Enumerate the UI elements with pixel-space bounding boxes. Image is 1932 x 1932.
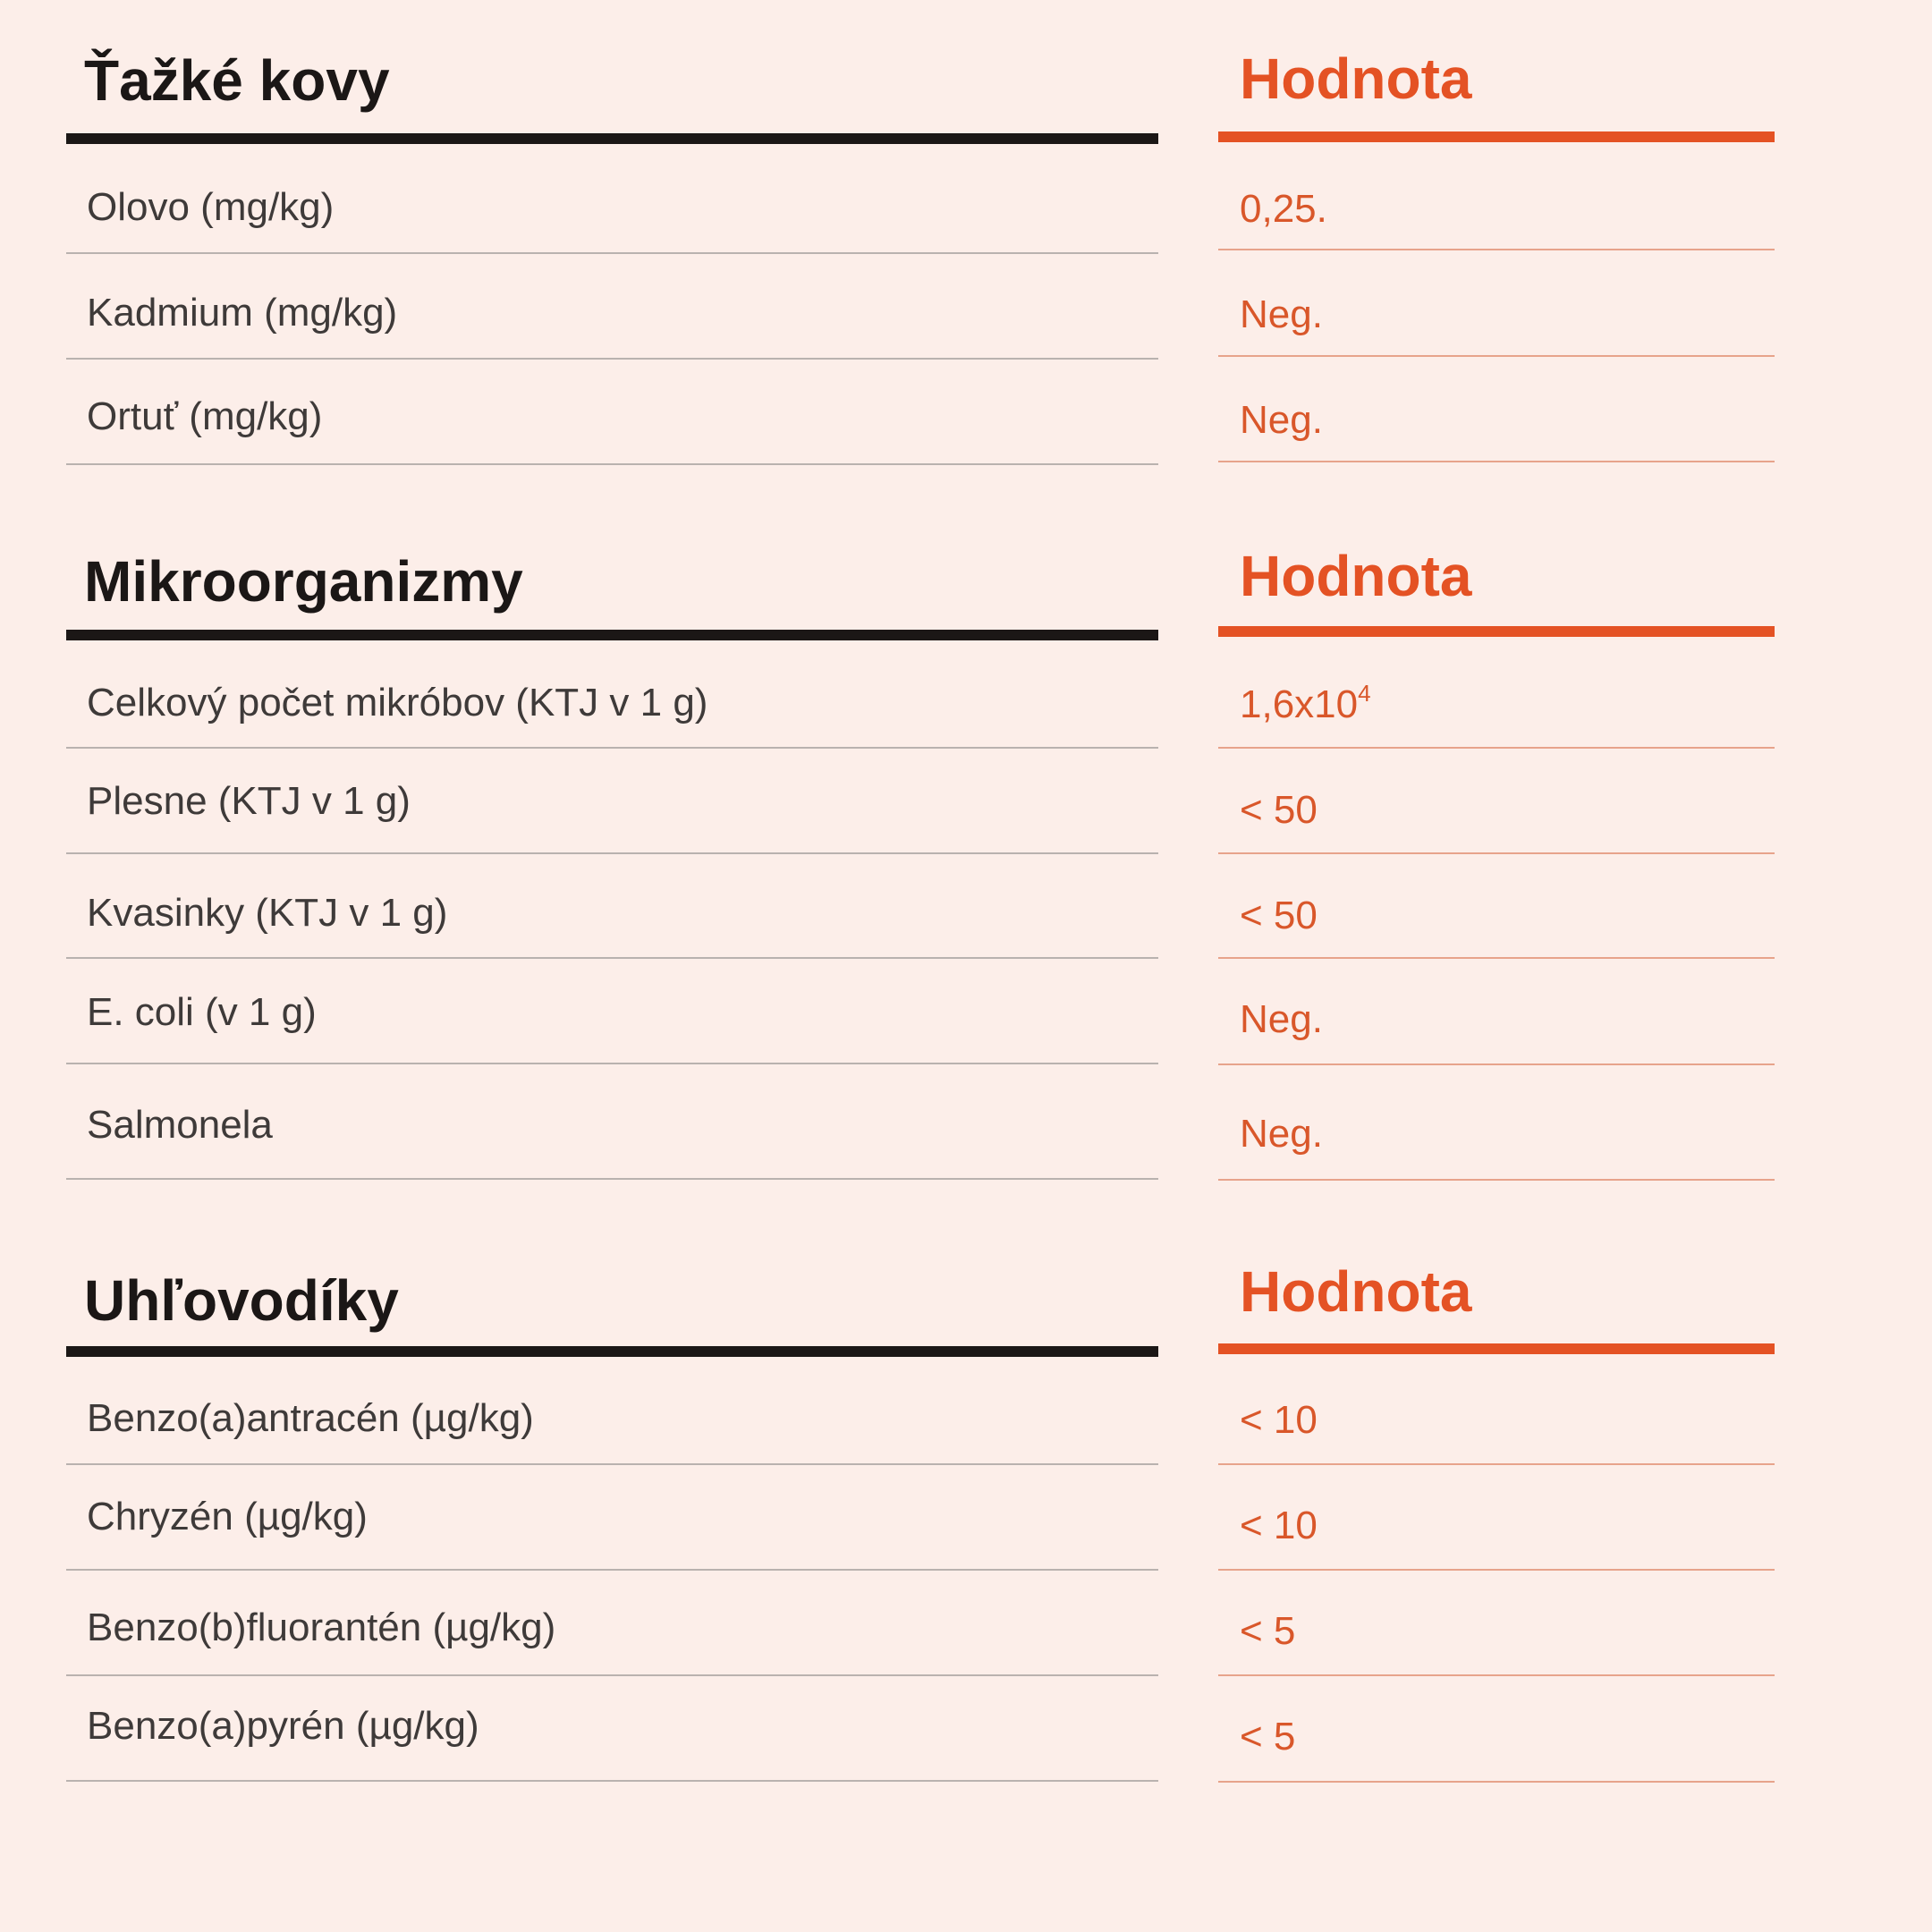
row-label: Benzo(a)antracén (µg/kg) (87, 1396, 534, 1440)
row-label: Chryzén (µg/kg) (87, 1495, 368, 1538)
header-rule (66, 1346, 1158, 1357)
row-divider (66, 852, 1158, 854)
row-label: Plesne (KTJ v 1 g) (87, 779, 411, 823)
row-divider (66, 957, 1158, 959)
row-label: Kvasinky (KTJ v 1 g) (87, 891, 448, 935)
row-divider (1218, 461, 1775, 462)
section-title: Uhľovodíky (84, 1268, 399, 1333)
value-header: Hodnota (1240, 544, 1472, 608)
row-divider (1218, 1674, 1775, 1676)
row-divider (66, 1463, 1158, 1465)
row-value: < 5 (1240, 1609, 1296, 1653)
row-divider (66, 747, 1158, 749)
row-value: < 50 (1240, 894, 1318, 937)
row-divider (66, 463, 1158, 465)
value-exponent: 4 (1358, 680, 1371, 707)
header-rule (66, 630, 1158, 640)
row-label: Kadmium (mg/kg) (87, 291, 398, 335)
row-label: Benzo(a)pyrén (µg/kg) (87, 1704, 479, 1748)
value-header-rule (1218, 1343, 1775, 1354)
row-label: Olovo (mg/kg) (87, 185, 335, 229)
row-value: 0,25. (1240, 187, 1327, 231)
row-label: Ortuť (mg/kg) (87, 394, 323, 438)
row-value: Neg. (1240, 292, 1323, 336)
row-divider (66, 1063, 1158, 1064)
row-divider (1218, 355, 1775, 357)
header-rule (66, 133, 1158, 144)
value-header-rule (1218, 131, 1775, 142)
row-divider (66, 1674, 1158, 1676)
row-divider (66, 1569, 1158, 1571)
row-divider (1218, 249, 1775, 250)
row-value: < 10 (1240, 1398, 1318, 1442)
row-divider (1218, 1569, 1775, 1571)
row-label: Celkový počet mikróbov (KTJ v 1 g) (87, 681, 708, 724)
section-title: Ťažké kovy (84, 48, 390, 113)
value-header-rule (1218, 626, 1775, 637)
row-divider (1218, 1179, 1775, 1181)
row-divider (66, 358, 1158, 360)
row-value: < 10 (1240, 1504, 1318, 1547)
row-divider (1218, 852, 1775, 854)
row-divider (66, 1178, 1158, 1180)
row-divider (1218, 747, 1775, 749)
section-title: Mikroorganizmy (84, 549, 523, 614)
row-divider (66, 1780, 1158, 1782)
row-divider (1218, 1781, 1775, 1783)
row-divider (1218, 1463, 1775, 1465)
row-divider (1218, 1063, 1775, 1065)
row-label: E. coli (v 1 g) (87, 990, 317, 1034)
row-value: Neg. (1240, 997, 1323, 1041)
value-header: Hodnota (1240, 1259, 1472, 1324)
row-label: Benzo(b)fluorantén (µg/kg) (87, 1606, 556, 1649)
value-mantissa: 1,6x10 (1240, 682, 1359, 726)
row-divider (66, 252, 1158, 254)
row-value: < 5 (1240, 1715, 1296, 1758)
row-label: Salmonela (87, 1103, 273, 1147)
row-value-with-exponent (1240, 680, 1371, 726)
row-value: Neg. (1240, 1112, 1323, 1156)
value-header: Hodnota (1240, 47, 1472, 111)
row-value: < 50 (1240, 788, 1318, 832)
row-value: Neg. (1240, 398, 1323, 442)
row-divider (1218, 957, 1775, 959)
